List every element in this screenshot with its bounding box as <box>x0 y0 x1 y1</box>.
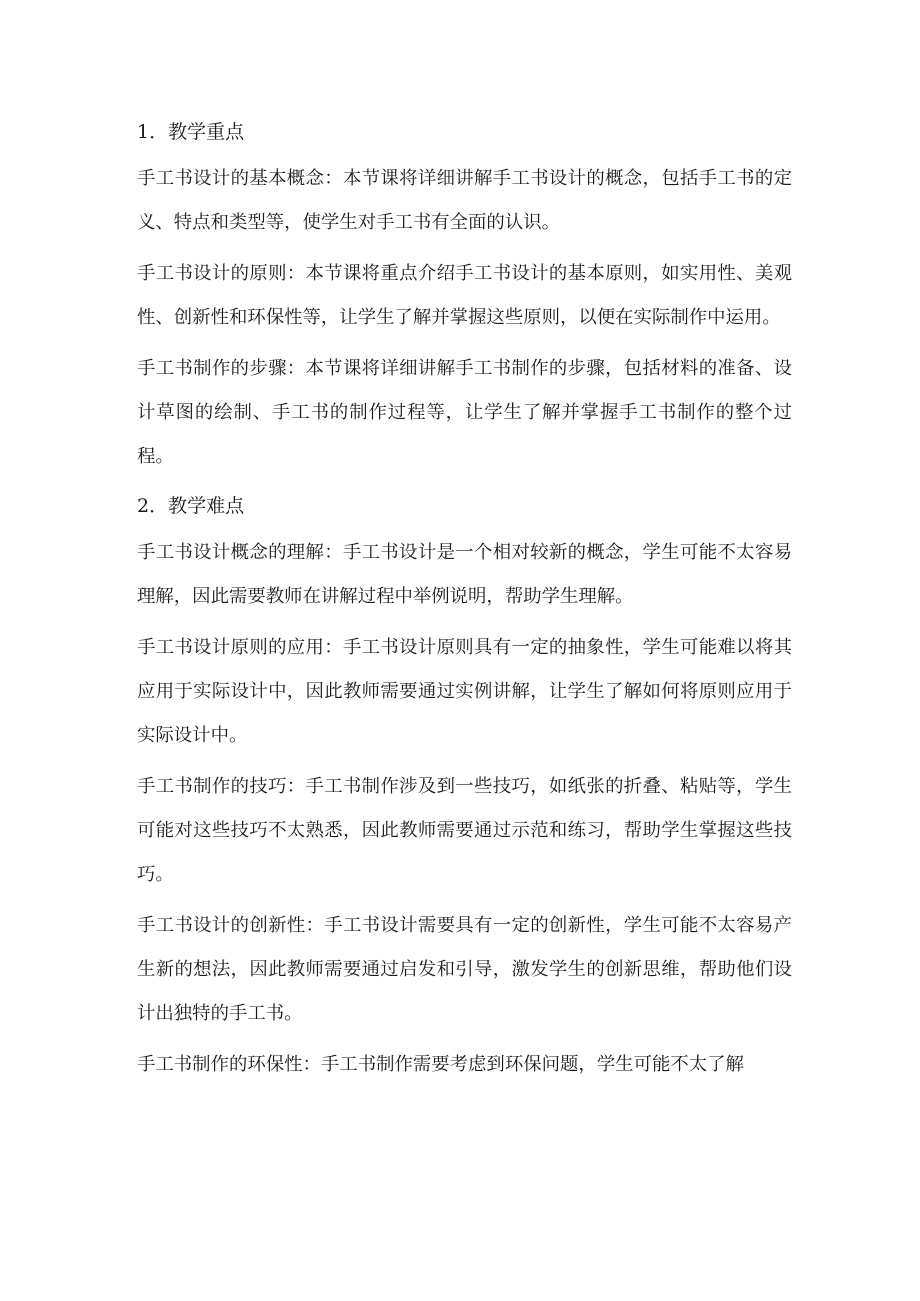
paragraph-making-skills: 手工书制作的技巧：手工书制作涉及到一些技巧，如纸张的折叠、粘贴等，学生可能对这些技巧不太熟悉，因此教师需要通过示范和练习，帮助学生掌握这些技巧。 <box>137 776 792 885</box>
section-heading-teaching-focus: 1．教学重点 <box>137 121 245 143</box>
paragraph-concept-understanding: 手工书设计概念的理解：手工书设计是一个相对较新的概念，学生可能不太容易理解，因此需要教师在讲解过程中举例说明，帮助学生理解。 <box>137 542 792 607</box>
paragraph-principle-application: 手工书设计原则的应用：手工书设计原则具有一定的抽象性，学生可能难以将其应用于实际设计中，因此教师需要通过实例讲解，让学生了解如何将原则应用于实际设计中。 <box>137 637 792 746</box>
paragraph-design-principles: 手工书设计的原则：本节课将重点介绍手工书设计的基本原则，如实用性、美观性、创新性和环保性等，让学生了解并掌握这些原则，以便在实际制作中运用。 <box>137 263 792 328</box>
paragraph-basic-concept: 手工书设计的基本概念：本节课将详细讲解手工书设计的概念，包括手工书的定义、特点和类型等，使学生对手工书有全面的认识。 <box>137 168 792 233</box>
paragraph-environmental: 手工书制作的环保性：手工书制作需要考虑到环保问题，学生可能不太了解 <box>137 1054 744 1075</box>
document-body <box>137 112 792 1094</box>
paragraph-making-steps: 手工书制作的步骤：本节课将详细讲解手工书制作的步骤，包括材料的准备、设计草图的绘制、手工书的制作过程等，让学生了解并掌握手工书制作的整个过程。 <box>137 358 792 467</box>
section-heading-teaching-difficulties: 2．教学难点 <box>137 495 245 517</box>
paragraph-design-innovation: 手工书设计的创新性：手工书设计需要具有一定的创新性，学生可能不太容易产生新的想法，因此教师需要通过启发和引导，激发学生的创新思维，帮助他们设计出独特的手工书。 <box>137 915 792 1024</box>
